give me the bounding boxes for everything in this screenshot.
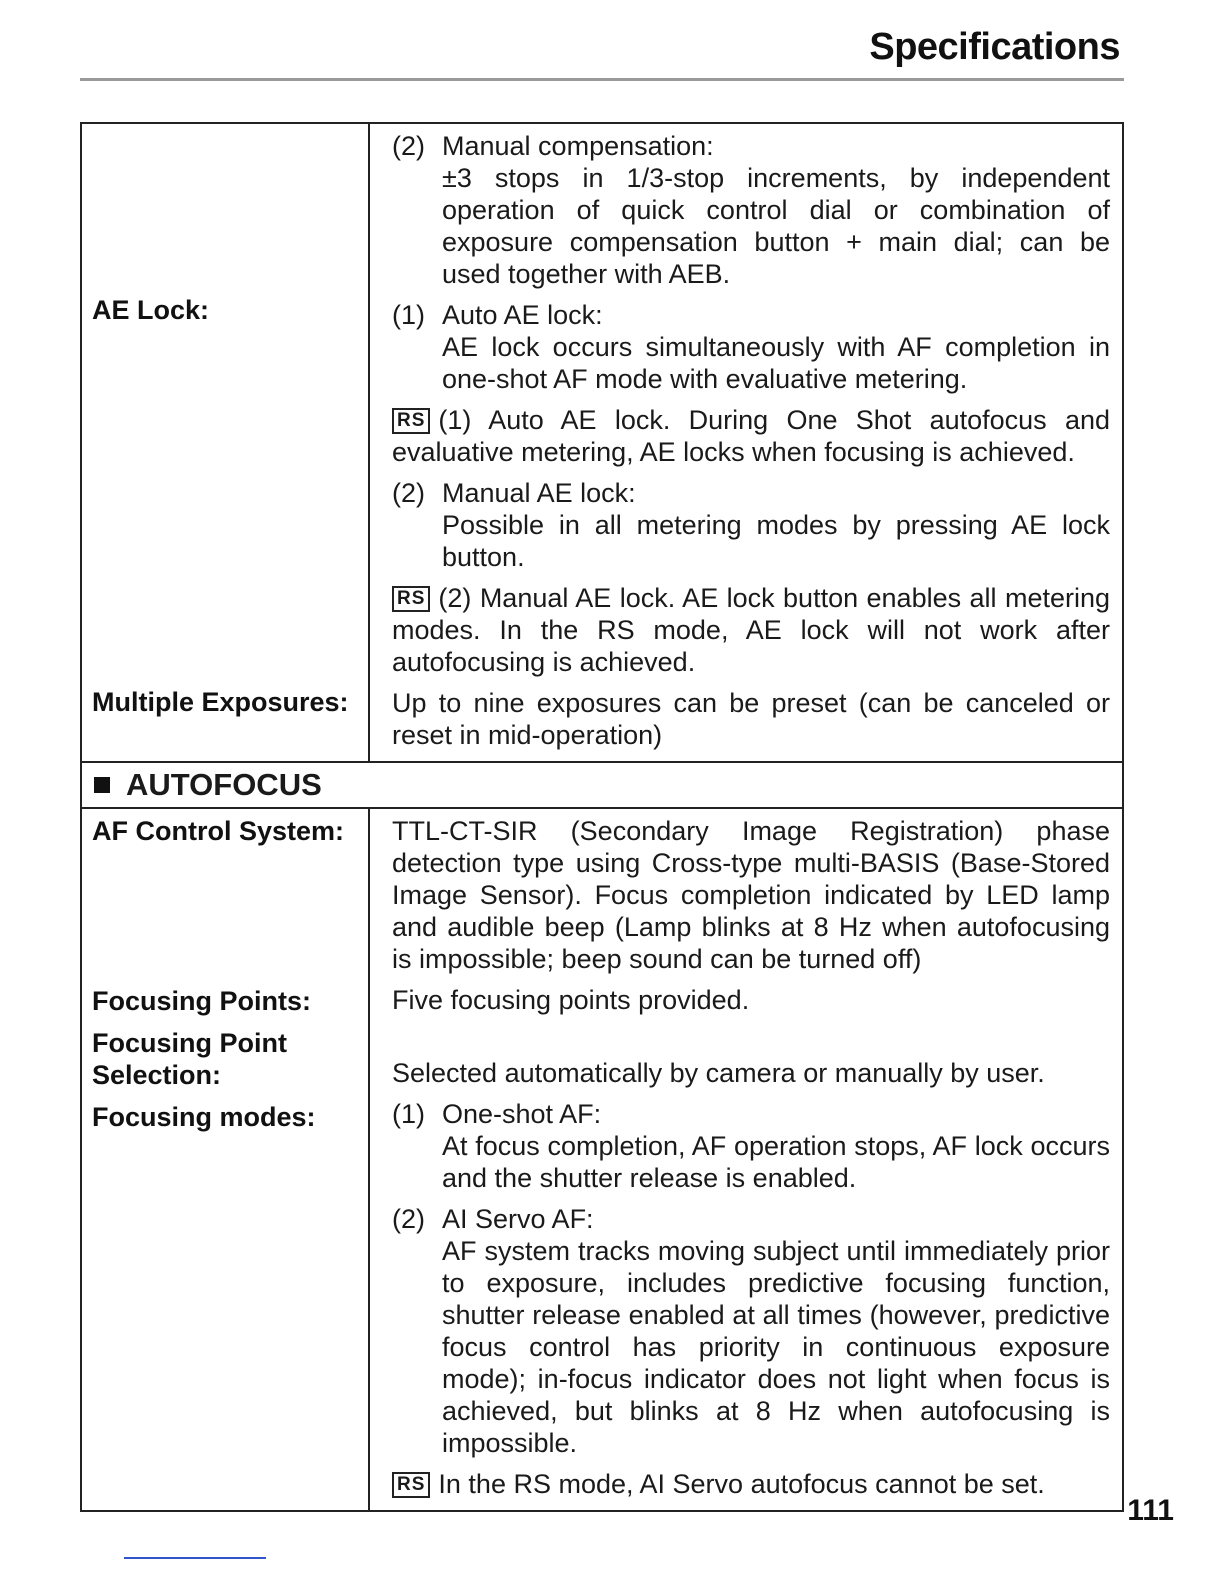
bullet-square-icon: [94, 777, 110, 793]
focusing-point-selection-label: Focusing Point Selection:: [92, 1028, 287, 1090]
focusing-points-label: Focusing Points:: [92, 986, 311, 1016]
rs-note-text: (2) Manual AE lock. AE lock button enables all metering modes. In the RS mode, AE lock will not work after autofocusing is achieved.: [392, 583, 1110, 677]
item-number: (2): [392, 1204, 425, 1234]
item-heading: One-shot AF:: [442, 1099, 602, 1129]
section-title: AUTOFOCUS: [126, 767, 322, 802]
page-number: 111: [1127, 1494, 1174, 1527]
autofocus-value-column: [370, 809, 1122, 1510]
multiple-exposures-label: Multiple Exposures:: [92, 687, 349, 717]
page-title: Specifications: [869, 26, 1120, 68]
rs-note: [392, 1468, 1110, 1500]
footer-rule: [124, 1557, 266, 1559]
ae-lock-label: AE Lock:: [92, 295, 210, 325]
item-heading: AI Servo AF:: [442, 1204, 594, 1234]
manual-compensation-item: [392, 130, 1110, 290]
exposure-label-column: [82, 124, 370, 761]
item-text: Possible in all metering modes by pressing AE lock button.: [442, 510, 1110, 572]
af-control-system-text: TTL-CT-SIR (Secondary Image Registration) phase detection type using Cross-type multi-BASIS (Base-Stored Image Sensor). Focus completion indicated by LED lamp and audible beep (Lamp blinks at 8 Hz when autofocusing is impossible; beep sound can be turned off): [392, 816, 1110, 974]
rs-note-text: (1) Auto AE lock. During One Shot autofocus and evaluative metering, AE locks when focusing is achieved.: [392, 405, 1110, 467]
exposure-block: [82, 124, 1122, 761]
autofocus-block: [82, 807, 1122, 1510]
rs-note: [392, 582, 1110, 678]
item-number: (2): [392, 131, 425, 161]
item-number: (1): [392, 1099, 425, 1129]
item-heading: Auto AE lock:: [442, 300, 603, 330]
spec-table: [80, 122, 1124, 1512]
item-text: At focus completion, AF operation stops, AF lock occurs and the shutter release is enabled.: [442, 1131, 1110, 1193]
focusing-modes-label: Focusing modes:: [92, 1102, 316, 1132]
title-rule: [80, 78, 1124, 81]
rs-note-text: In the RS mode, AI Servo autofocus cannot be set.: [438, 1469, 1045, 1499]
multiple-exposures-text: Up to nine exposures can be preset (can be canceled or reset in mid-operation): [392, 688, 1110, 750]
af-control-system-label: AF Control System:: [92, 816, 345, 846]
item-heading: Manual AE lock:: [442, 478, 636, 508]
focusing-point-selection-text: Selected automatically by camera or manually by user.: [392, 1058, 1045, 1088]
item-number: (1): [392, 300, 425, 330]
ai-servo-af-item: [392, 1203, 1110, 1459]
autofocus-section-header: [82, 761, 1122, 807]
item-heading: Manual compensation:: [442, 131, 714, 161]
item-text: ±3 stops in 1/3-stop increments, by independent operation of quick control dial or combination of exposure compensation button + main dial; can be used together with AEB.: [442, 163, 1110, 289]
focusing-points-text: Five focusing points provided.: [392, 985, 750, 1015]
one-shot-af-item: [392, 1098, 1110, 1194]
autofocus-label-column: [82, 809, 370, 1510]
rs-badge-icon: RS: [392, 586, 430, 612]
manual-ae-lock-item: [392, 477, 1110, 573]
item-text: AF system tracks moving subject until immediately prior to exposure, includes predictive focusing function, shutter release enabled at all times (however, predictive focus control has priority in continuous exposure mode); in-focus indicator does not light when focus is achieved, but blinks at 8 Hz when autofocusing is impossible.: [442, 1236, 1110, 1458]
auto-ae-lock-item: [392, 299, 1110, 395]
item-number: (2): [392, 478, 425, 508]
rs-badge-icon: RS: [392, 1472, 430, 1498]
exposure-value-column: [370, 124, 1122, 761]
rs-note: [392, 404, 1110, 468]
rs-badge-icon: RS: [392, 408, 430, 434]
item-text: AE lock occurs simultaneously with AF completion in one-shot AF mode with evaluative metering.: [442, 332, 1110, 394]
